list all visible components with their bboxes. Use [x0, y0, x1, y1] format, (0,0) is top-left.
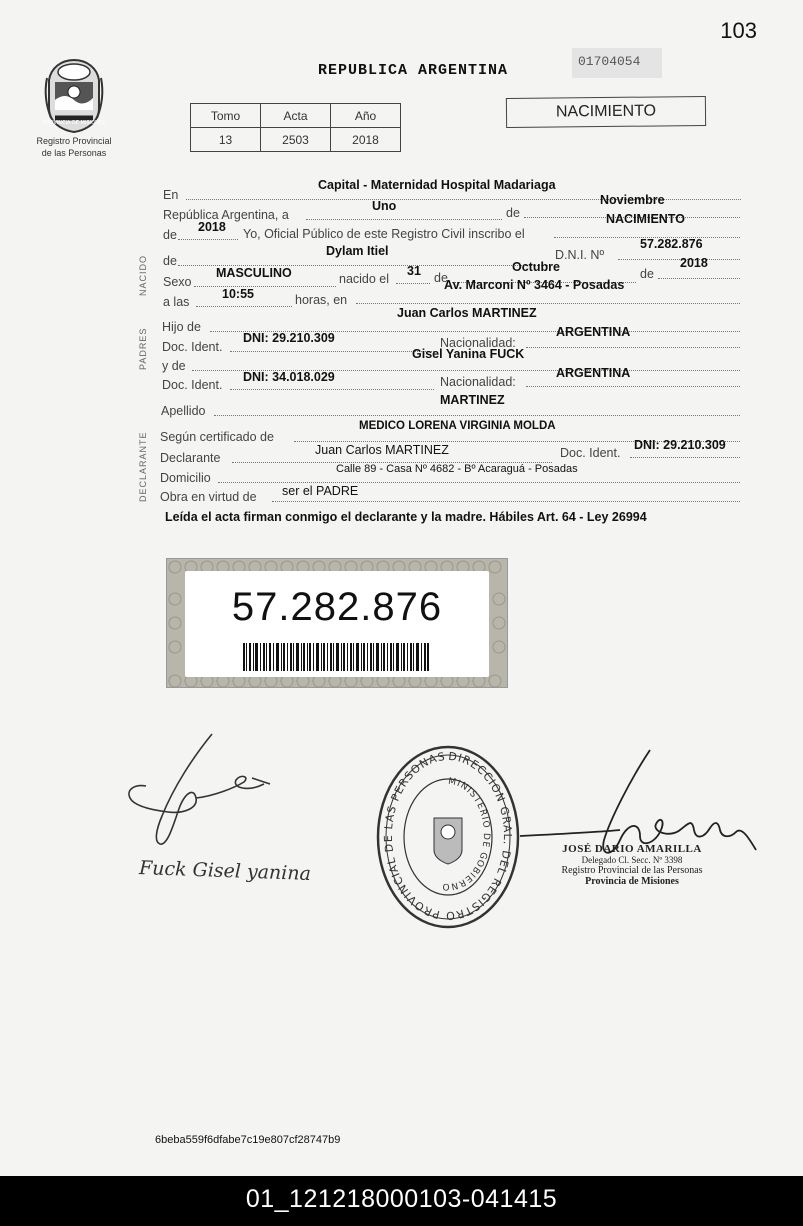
tomo-value: 13	[191, 128, 261, 152]
value-madre: Gisel Yanina FUCK	[412, 347, 525, 361]
line-padre	[210, 318, 740, 332]
label-horas-en: horas, en	[295, 293, 348, 307]
acta-label: Acta	[261, 104, 331, 128]
value-dni: 57.282.876	[640, 237, 703, 251]
label-domicilio: Domicilio	[160, 471, 211, 485]
value-lugar: Capital - Maternidad Hospital Madariaga	[318, 178, 556, 192]
misiones-emblem-icon	[41, 58, 107, 134]
logo-caption-line1: Registro Provincial	[36, 136, 112, 146]
footer-code: 01_121218000103-041415	[0, 1176, 803, 1226]
label-nacido-el: nacido el	[339, 272, 390, 286]
book-reference-table	[190, 103, 401, 152]
side-label-nacido: NACIDO	[138, 254, 148, 296]
label-sexo: Sexo	[163, 275, 192, 289]
value-anio: 2018	[198, 220, 226, 234]
seal-ring-text: DIRECCION GRAL. DEL REGISTRO PROVINCIAL DE LAS PERSONAS	[381, 749, 514, 923]
ano-label: Año	[331, 104, 401, 128]
acta-value: 2503	[261, 128, 331, 152]
official-seal-icon	[376, 744, 520, 930]
label-obra: Obra en virtud de	[160, 490, 257, 504]
seal-inner-text: MINISTERIO DE GOBIERNO	[441, 776, 492, 892]
value-mes: Noviembre	[600, 193, 665, 207]
value-hora: 10:55	[222, 287, 254, 301]
label-yo-oficial: Yo, Oficial Público de este Registro Civil inscribo el	[243, 227, 525, 241]
label-de-nac-mes: de	[434, 271, 448, 285]
label-doc-ident-madre: Doc. Ident.	[162, 378, 223, 392]
label-de-anio: de	[163, 228, 177, 242]
ano-value: 2018	[331, 128, 401, 152]
value-dia: Uno	[372, 199, 397, 213]
dni-label-number: 57.282.876	[231, 585, 443, 629]
value-apellido: MARTINEZ	[440, 393, 505, 407]
dni-label-inner	[185, 571, 489, 677]
barcode-icon	[243, 643, 429, 671]
label-republica: República Argentina, a	[163, 208, 289, 222]
label-doc-ident-padre: Doc. Ident.	[162, 340, 223, 354]
value-sexo: MASCULINO	[216, 266, 292, 280]
value-padre-doc: DNI: 29.210.309	[243, 331, 335, 345]
value-madre-nac: ARGENTINA	[556, 366, 631, 380]
label-de-nac-anio: de	[640, 267, 654, 281]
value-nac-mes: Octubre	[512, 260, 560, 274]
value-inscribe: NACIMIENTO	[606, 212, 685, 226]
closing-statement: Leída el acta firman conmigo el declarante y la madre. Hábiles Art. 64 - Ley 26994	[165, 510, 647, 524]
value-madre-doc: DNI: 34.018.029	[243, 370, 335, 384]
label-de-mes: de	[506, 206, 520, 220]
value-obra: ser el PADRE	[282, 484, 359, 498]
official-stamp	[532, 843, 732, 887]
official-name: JOSÉ DARIO AMARILLA	[562, 843, 702, 855]
record-type-box: NACIMIENTO	[506, 96, 706, 128]
side-label-padres: PADRES	[138, 327, 148, 370]
value-certificado: MEDICO LORENA VIRGINIA MOLDA	[359, 420, 556, 432]
line-lugar-nac	[356, 290, 740, 304]
declarant-signature	[124, 726, 284, 856]
value-lugar-nac: Av. Marconi Nº 3464 - Posadas	[444, 278, 625, 292]
logo-caption-line2: de las Personas	[41, 148, 107, 158]
label-hijo-de: Hijo de	[162, 320, 201, 334]
label-y-de: y de	[162, 359, 186, 373]
value-declarante-doc: DNI: 29.210.309	[634, 438, 726, 452]
mother-signature-name: Fuck Gisel yanina	[138, 857, 312, 885]
label-de-nombre: de	[163, 254, 177, 268]
dni-security-label	[166, 558, 508, 688]
official-role: Delegado Cl. Secc. Nº 3398	[581, 855, 683, 865]
official-office: Registro Provincial de las Personas	[561, 865, 703, 876]
value-nombre: Dylam Itiel	[326, 244, 389, 258]
value-domicilio: Calle 89 - Casa Nº 4682 - Bº Acaraguá - Posadas	[336, 463, 578, 475]
value-padre-nac: ARGENTINA	[556, 325, 631, 339]
document-hash: 6beba559f6dfabe7c19e807cf28747b9	[155, 1134, 341, 1146]
emblem-text: PROVINCIA DE MISIONES	[43, 120, 105, 126]
line-inscribe	[554, 224, 740, 238]
label-en: En	[163, 188, 179, 202]
official-province: Provincia de Misiones	[585, 876, 679, 887]
label-a-las: a las	[163, 295, 190, 309]
label-nacionalidad-padre: Nacionalidad:	[440, 336, 516, 350]
document-title: REPUBLICA ARGENTINA	[318, 62, 509, 79]
line-dia	[306, 206, 502, 220]
label-declarante: Declarante	[160, 451, 221, 465]
label-dni: D.N.I. Nº	[555, 248, 605, 262]
value-padre: Juan Carlos MARTINEZ	[397, 306, 537, 320]
value-nac-anio: 2018	[680, 256, 708, 270]
tomo-label: Tomo	[191, 104, 261, 128]
label-doc-ident-declarante: Doc. Ident.	[560, 446, 621, 460]
document-serial: 01704054	[572, 48, 662, 78]
side-label-declarante: DECLARANTE	[138, 431, 148, 502]
label-apellido: Apellido	[161, 404, 206, 418]
value-declarante: Juan Carlos MARTINEZ	[315, 443, 449, 457]
provincial-registry-logo	[28, 58, 120, 158]
page-number: 103	[720, 18, 757, 43]
value-nac-dia: 31	[407, 264, 421, 278]
label-nacionalidad-madre: Nacionalidad:	[440, 375, 516, 389]
label-segun-certificado: Según certificado de	[160, 430, 274, 444]
